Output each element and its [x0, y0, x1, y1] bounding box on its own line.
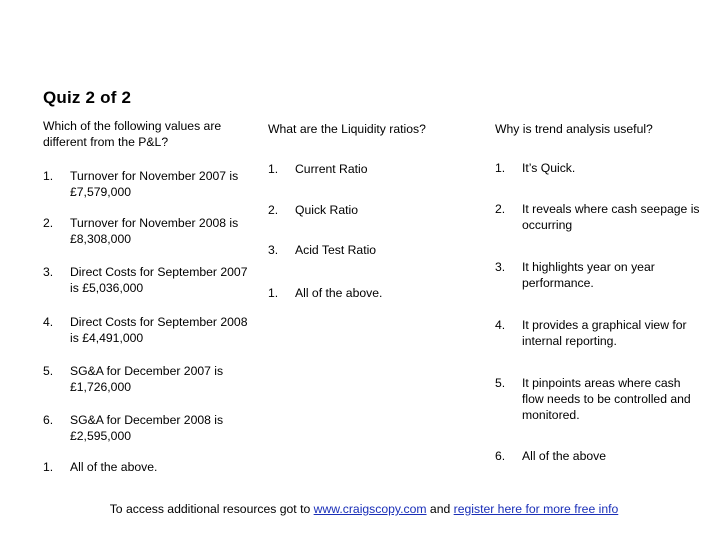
answer-text: Quick Ratio [295, 203, 358, 217]
answer-number: 1. [268, 286, 279, 300]
answer-option [495, 317, 705, 349]
answer-number: 2. [495, 202, 506, 216]
answer-number: 2. [268, 203, 279, 217]
answer-option [495, 201, 705, 233]
answer-text: SG&A for December 2007 is £1,726,000 [70, 364, 224, 394]
answer-text: It highlights year on year performance. [522, 260, 655, 290]
answer-text: Turnover for November 2007 is £7,579,000 [70, 169, 239, 199]
footer-prefix: To access additional resources got to [109, 502, 311, 516]
quiz-title: Quiz 2 of 2 [43, 88, 132, 107]
question-column-3 [495, 121, 705, 463]
answer-option [268, 285, 468, 301]
answer-option [268, 161, 468, 177]
answer-number: 2. [43, 216, 54, 230]
answer-text: SG&A for December 2008 is £2,595,000 [70, 413, 224, 443]
answer-number: 4. [43, 315, 54, 329]
answer-number: 1. [495, 161, 506, 175]
question-3-text: Why is trend analysis useful? [495, 122, 653, 136]
answer-text: Turnover for November 2008 is £8,308,000 [70, 216, 239, 246]
answer-number: 6. [43, 413, 54, 427]
answer-number: 1. [43, 169, 54, 183]
answer-option [43, 459, 248, 475]
answer-option [495, 160, 705, 176]
answer-text: All of the above. [295, 286, 383, 300]
answer-option [43, 264, 248, 296]
question-1-text: Which of the following values are different from the P&L? [43, 119, 222, 149]
answer-text: Acid Test Ratio [295, 243, 377, 257]
answer-text: All of the above [522, 449, 607, 463]
craigscopy-link[interactable]: www.craigscopy.com [313, 502, 427, 516]
answer-number: 3. [268, 243, 279, 257]
answer-option [43, 314, 248, 346]
answer-text: Current Ratio [295, 162, 368, 176]
answer-number: 4. [495, 318, 506, 332]
answer-option [495, 448, 705, 464]
answer-text: It reveals where cash seepage is occurring [522, 202, 700, 232]
answer-option [43, 412, 248, 444]
answer-text: Direct Costs for September 2007 is £5,036,000 [70, 265, 248, 295]
answer-option [495, 259, 705, 291]
answer-number: 1. [43, 460, 54, 474]
answer-text: Direct Costs for September 2008 is £4,491,000 [70, 315, 248, 345]
answer-number: 5. [43, 364, 54, 378]
register-link[interactable]: register here for more free info [453, 502, 619, 516]
answer-text: All of the above. [70, 460, 158, 474]
answer-option [495, 375, 705, 423]
answer-number: 1. [268, 162, 279, 176]
answer-text: It provides a graphical view for internal reporting. [522, 318, 687, 348]
answer-option [43, 168, 248, 200]
answer-number: 3. [495, 260, 506, 274]
answer-number: 5. [495, 376, 506, 390]
footer-middle: and [429, 502, 451, 516]
answer-option [43, 215, 248, 247]
answer-option [268, 202, 468, 218]
answer-option [268, 242, 468, 258]
question-2-text: What are the Liquidity ratios? [268, 122, 426, 136]
question-column-2 [268, 121, 468, 300]
footer-note [0, 501, 728, 517]
answer-number: 3. [43, 265, 54, 279]
answer-number: 6. [495, 449, 506, 463]
answer-text: It pinpoints areas where cash flow needs to be controlled and monitored. [522, 376, 691, 422]
answer-text: It’s Quick. [522, 161, 576, 175]
question-column-1 [43, 118, 248, 474]
answer-option [43, 363, 248, 395]
